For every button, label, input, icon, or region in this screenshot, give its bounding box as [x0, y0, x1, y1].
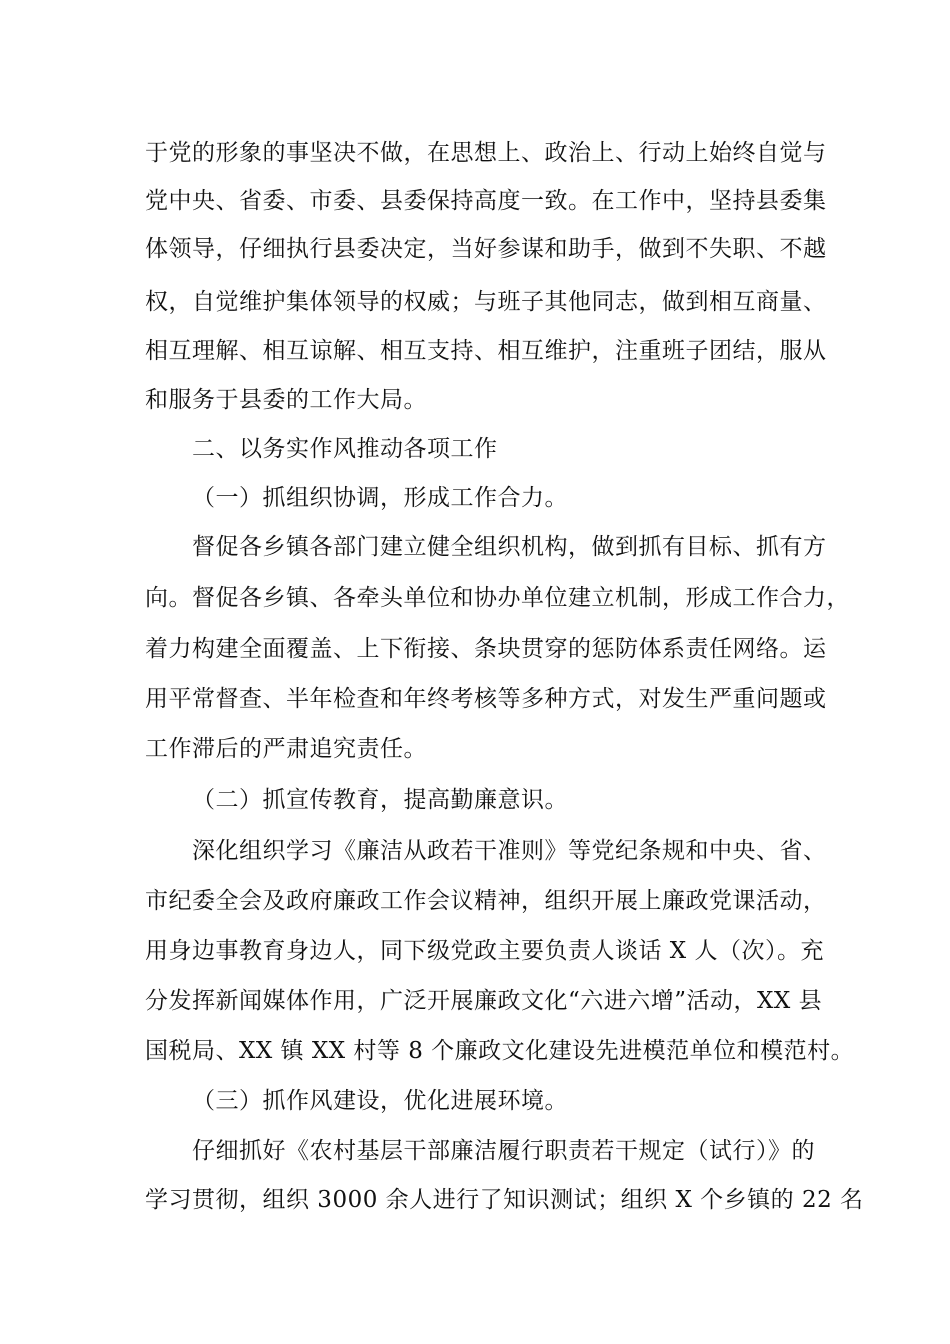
paragraph-line: 学习贯彻，组织 3000 余人进行了知识测试；组织 X 个乡镇的 22 名 [145, 1187, 864, 1213]
paragraph-line: 市纪委全会及政府廉政工作会议精神，组织开展上廉政党课活动， [145, 888, 827, 914]
paragraph-line: 用平常督查、半年检查和年终考核等多种方式，对发生严重问题或 [145, 686, 827, 712]
paragraph-line: 用身边事教育身边人，同下级党政主要负责人谈话 X 人（次）。充 [145, 938, 824, 964]
paragraph-line: 党中央、省委、市委、县委保持高度一致。在工作中，坚持县委集 [145, 188, 827, 214]
paragraph-line: 着力构建全面覆盖、上下衔接、条块贯穿的惩防体系责任网络。运 [145, 636, 827, 662]
paragraph-line: 于党的形象的事坚决不做，在思想上、政治上、行动上始终自觉与 [145, 140, 827, 166]
subsection-heading: （二）抓宣传教育，提高勤廉意识。 [192, 787, 568, 813]
paragraph-line: 督促各乡镇各部门建立健全组织机构，做到抓有目标、抓有方 [192, 534, 827, 560]
paragraph-line: 体领导，仔细执行县委决定，当好参谋和助手，做到不失职、不越 [145, 236, 827, 262]
paragraph-line: 相互理解、相互谅解、相互支持、相互维护，注重班子团结，服从 [145, 338, 827, 364]
paragraph-line: 权，自觉维护集体领导的权威；与班子其他同志，做到相互商量、 [145, 289, 827, 315]
subsection-heading: （三）抓作风建设，优化进展环境。 [192, 1088, 568, 1114]
paragraph-line: 深化组织学习《廉洁从政若干准则》等党纪条规和中央、省、 [192, 838, 827, 864]
paragraph-line: 和服务于县委的工作大局。 [145, 387, 427, 413]
paragraph-line: 工作滞后的严肃追究责任。 [145, 736, 427, 762]
paragraph-line: 分发挥新闻媒体作用，广泛开展廉政文化“六进六增”活动，XX 县 [145, 988, 823, 1014]
paragraph-line: 国税局、XX 镇 XX 村等 8 个廉政文化建设先进模范单位和模范村。 [145, 1038, 855, 1064]
paragraph-line: 仔细抓好《农村基层干部廉洁履行职责若干规定（试行）》的 [192, 1138, 815, 1164]
section-heading: 二、以务实作风推动各项工作 [192, 436, 498, 462]
paragraph-line: 向。督促各乡镇、各牵头单位和协办单位建立机制，形成工作合力， [145, 585, 850, 611]
subsection-heading: （一）抓组织协调，形成工作合力。 [192, 485, 568, 511]
